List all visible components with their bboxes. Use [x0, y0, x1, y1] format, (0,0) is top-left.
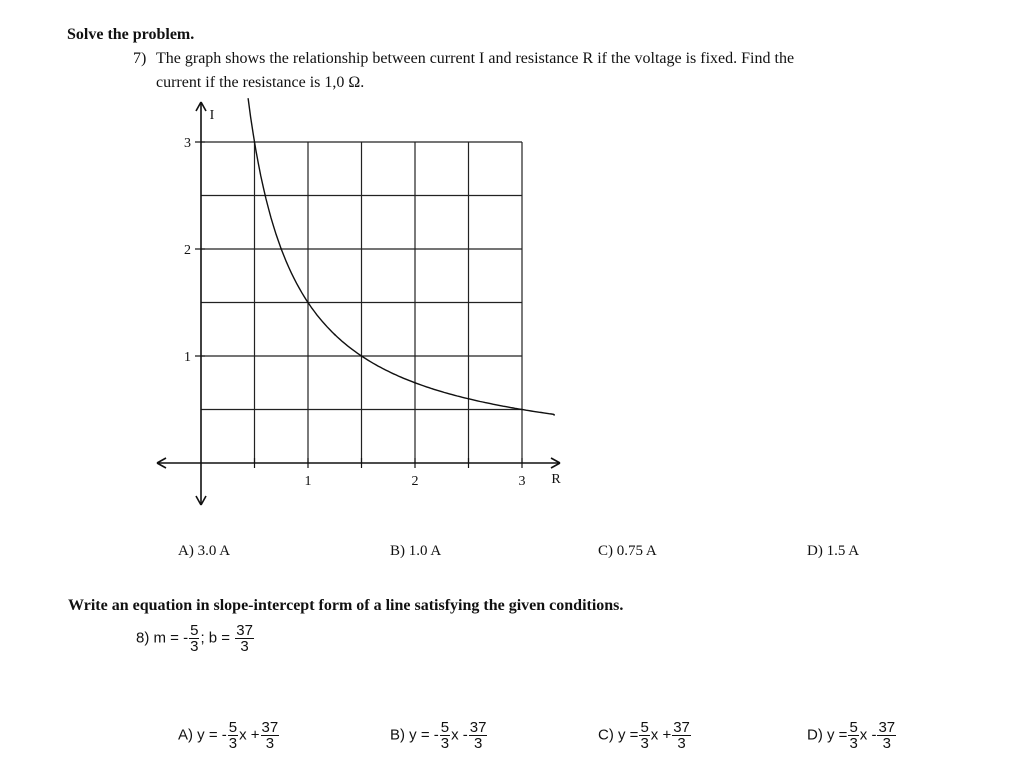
choice-letter: C): [598, 543, 613, 559]
intercept-fraction: $\frac{37}{3}$: [878, 719, 896, 752]
choice-letter: C): [598, 726, 614, 744]
choice-letter: A): [178, 726, 193, 744]
slope-label: m = -: [153, 629, 189, 647]
y-tick-label: 1: [184, 350, 191, 365]
problem-7-number: 7): [133, 50, 147, 67]
x-tick-label: 3: [518, 474, 526, 489]
data-point: [521, 409, 523, 411]
equation-mid: x +: [239, 726, 260, 744]
y-tick-label: 2: [184, 243, 191, 258]
choice-7-a[interactable]: [178, 543, 230, 560]
problem-8-number: 8): [136, 629, 150, 647]
problem-8-statement: [136, 623, 255, 654]
problem-7-text-line1: The graph shows the relationship between current I and resistance R if the voltage is fixed. Find the: [156, 50, 795, 67]
data-point: [414, 382, 416, 384]
slope-fraction: $\frac{5}{3}$: [849, 719, 858, 752]
data-series: [248, 98, 555, 416]
choice-8-d[interactable]: [807, 720, 897, 751]
axes: [157, 102, 560, 505]
equation-lhs: y = -: [409, 726, 439, 744]
choice-8-b[interactable]: [390, 720, 488, 751]
x-tick-label: 1: [304, 474, 312, 489]
slope-fraction: $\frac{5}{3}$: [640, 719, 649, 752]
grid-lines: [201, 142, 522, 463]
data-point: [307, 302, 309, 304]
choice-8-a[interactable]: [178, 720, 280, 751]
section-heading-solve: Solve the problem.: [67, 26, 195, 43]
choice-letter: A): [178, 543, 194, 559]
y-axis-label: I: [209, 108, 215, 123]
equation-mid: x -: [451, 726, 468, 744]
choice-text: 3.0 A: [197, 543, 231, 559]
problem-7-text-line2: current if the resistance is 1,0 Ω.: [156, 74, 365, 91]
data-point: [553, 414, 555, 416]
series-line-current-vs-resistance: [248, 98, 554, 414]
intercept-label: ; b =: [200, 629, 231, 647]
data-point: [334, 334, 336, 336]
equation-mid: x +: [650, 726, 672, 744]
data-point: [280, 248, 282, 250]
intercept-fraction: $\frac{37}{3}$: [469, 719, 487, 752]
intercept-fraction: $\frac{37}{3}$: [673, 719, 690, 752]
slope-fraction: $\frac{5}{3}$: [190, 622, 199, 655]
equation-lhs: y =: [618, 726, 639, 744]
data-point: [264, 195, 266, 197]
y-tick-label: 3: [184, 136, 191, 151]
intercept-fraction: $\frac{37}{3}$: [261, 719, 279, 752]
slope-fraction: $\frac{5}{3}$: [440, 719, 450, 752]
equation-lhs: y = -: [197, 726, 227, 744]
tick-marks: [195, 142, 522, 468]
choice-text: 0.75 A: [616, 543, 657, 559]
choice-7-d[interactable]: [807, 543, 859, 560]
choice-7-b[interactable]: [390, 543, 441, 560]
choice-letter: B): [390, 543, 405, 559]
intercept-fraction: $\frac{37}{3}$: [236, 622, 253, 655]
choice-8-c[interactable]: [598, 720, 692, 751]
choice-text: 1.0 A: [408, 543, 442, 559]
choice-letter: B): [390, 726, 405, 744]
choice-letter: D): [807, 726, 823, 744]
x-tick-label: 2: [411, 474, 419, 489]
choice-7-c[interactable]: [598, 543, 657, 560]
choice-text: 1.5 A: [826, 543, 860, 559]
equation-lhs: y =: [827, 726, 848, 744]
slope-fraction: $\frac{5}{3}$: [228, 719, 238, 752]
data-point: [254, 141, 256, 143]
equation-mid: x -: [859, 726, 877, 744]
choice-letter: D): [807, 543, 823, 559]
data-point: [361, 355, 363, 357]
section-heading-equation: Write an equation in slope-intercept form of a line satisfying the given conditions.: [68, 597, 624, 614]
tick-labels: [184, 108, 561, 489]
data-point: [468, 398, 470, 400]
x-axis-label: R: [551, 472, 561, 487]
